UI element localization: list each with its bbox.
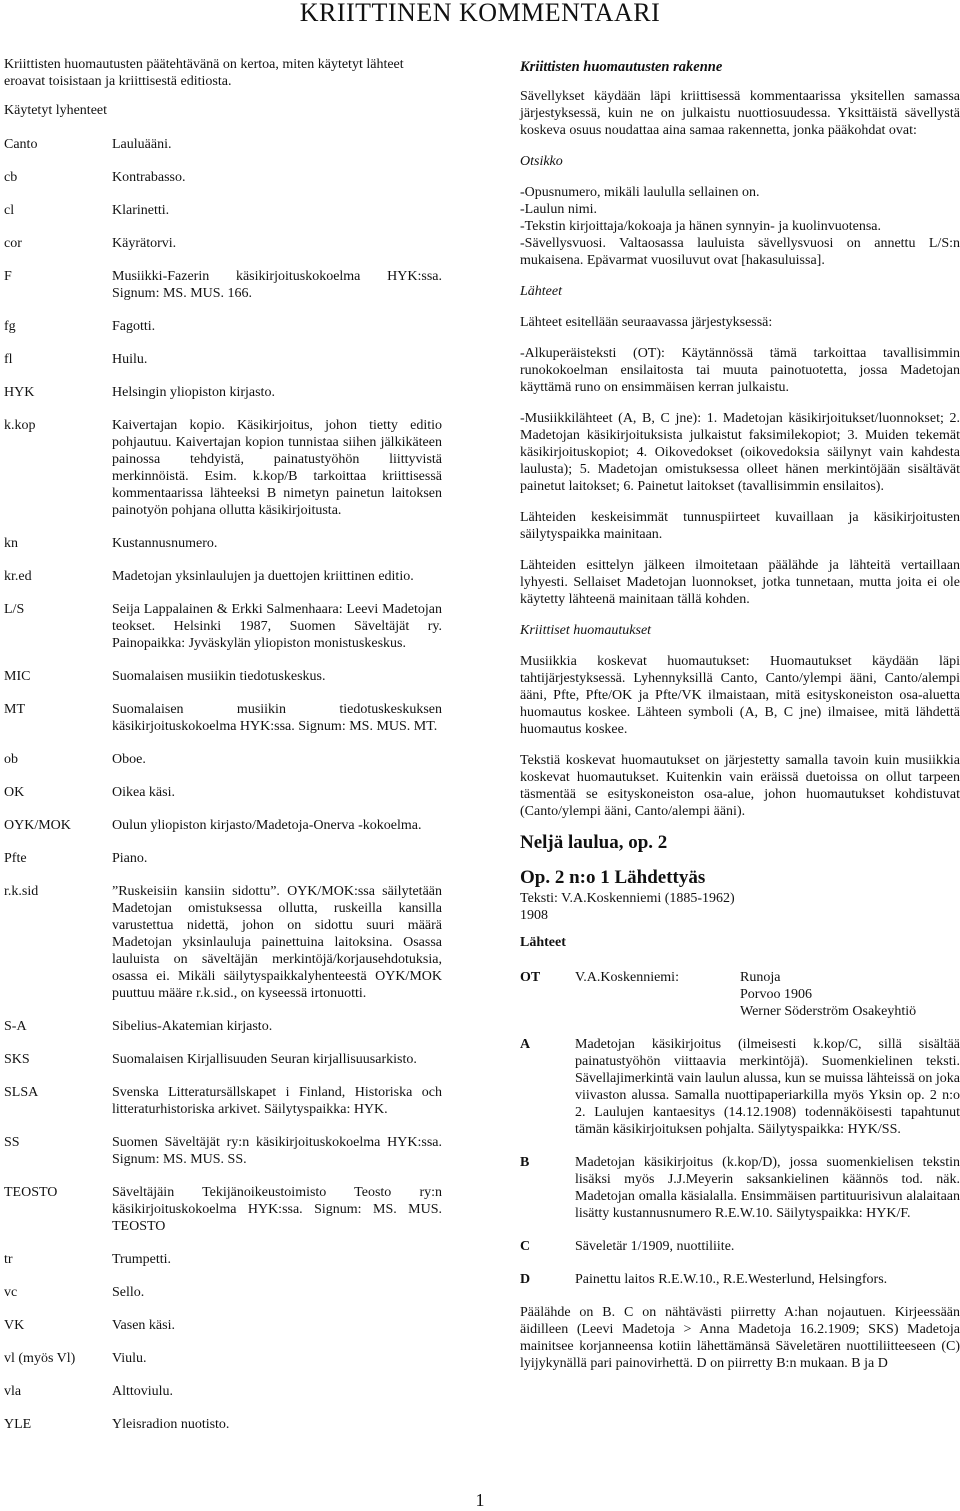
lahteet-paragraph: -Alkuperäisteksti (OT): Käytännössä tämä tarkoittaa tavallisimmin runokokoelman ensilaitosta tai muuta painotuotetta, jossa Madetojan käyttämä runo on ensimmäisen kerran julkaistu. [520,346,960,395]
abbreviation-row [4,850,444,867]
abbreviation-value: Oikea käsi. [112,785,175,800]
abbreviation-row [4,1184,444,1235]
abbreviation-value: Seija Lappalainen & Erkki Salmenhaara: Leevi Madetojan teokset. Helsinki 1987, Suomen Säveltäjät ry. Painopaikka: Jyväskylän yliopiston monistuskeskus. [112,602,442,651]
abbreviation-value: Suomalaisen Kirjallisuuden Seuran kirjallisuusarkisto. [112,1052,417,1067]
lahteet-paragraph: -Musiikkilähteet (A, B, C jne): 1. Madetojan käsikirjoitukset/luonnokset; 2. Madetojan käsikirjoituksista julkaistut faksimilekopiot; 3. Muiden tekemät käsikirjoituskopiot; 4. Oikovedokset (oikovedoksia säilynyt vain kahdesta laulusta); 5. Madetojan omistuksessa olleet hänen merkintöjään sisältävät painetut laitokset; 6. Painetut laitokset (tavallisimmin ensilaitos). [520,411,960,494]
kriittiset-paragraph: Musiikkia koskevat huomautukset: Huomautukset käydään läpi tahtijärjestyksessä. Lyhennyksillä Canto, Canto/ylempi ääni, Canto/alempi ääni, Pfte, Pfte/OK ja Pfte/VK ilmaistaan, mitä esityskoneiston osa-aluetta huomautus koskee. Lähteen symboli (A, B, C jne) ilmaisee, mitä lähdettä huomautus koskee. [520,654,960,737]
source-code: OT [520,970,541,985]
source-code: C [520,1239,531,1254]
abbreviation-key: F [4,269,12,284]
left-column [4,56,444,1449]
abbreviation-row [4,136,444,153]
song-year: 1908 [520,908,548,923]
ot-line: Runoja [740,970,781,985]
abbreviation-key: SKS [4,1052,30,1067]
structure-text: Sävellykset käydään läpi kriittisessä kommentaarissa yksitellen samassa järjestyksessä, kuin ne on julkaistu nuottiosuudessa. Yksittäistä sävellystä koskeva osuus noudattaa aina samaa rakennetta, jonka pääkohdat ovat: [520,89,960,138]
ot-line: Porvoo 1906 [740,987,812,1002]
abbreviation-row [4,701,444,735]
kriittiset-heading: Kriittiset huomautukset [520,623,652,638]
lahteet-paragraph: Lähteiden keskeisimmät tunnuspiirteet kuvaillaan ja käsikirjoitusten säilytyspaikka mainitaan. [520,510,960,542]
abbreviation-value: Madetojan yksinlaulujen ja duettojen kriittinen editio. [112,569,414,584]
abbreviation-key: SS [4,1135,20,1150]
source-code: A [520,1037,531,1052]
abbreviation-key: HYK [4,385,35,400]
lahteet-heading: Lähteet [520,284,562,299]
abbreviation-row [4,1134,444,1168]
intro-text: Kriittisten huomautusten päätehtävänä on kertoa, miten käytetyt lähteet eroavat toisistaan ja kriittisestä editiosta. [4,57,404,89]
abbreviation-key: S-A [4,1019,27,1034]
source-text: Madetojan käsikirjoitus (ilmeisesti k.kop/C, sillä sisältää painatustyöhön viittaavia merkintöjä). Suomenkielinen teksti. Sävellajimerkintä vain laulun alussa, kun se muissa lähteissä on joka viivaston alussa. Samalla nuottipaperiarkilla myös Yksin op. 2 n:o 2. Laulujen kantaesitys (14.12.1908) todennäköisesti tapahtunut tämän käsikirjoituksen pohjalta. Säilytyspaikka: HYK/SS. [575,1037,960,1137]
otsikko-item: -Opusnumero, mikäli laululla sellainen on. [520,185,760,200]
abbreviation-value: Viulu. [112,1351,147,1366]
abbreviation-row [4,202,444,219]
abbreviation-value: Oboe. [112,752,146,767]
abbreviation-key: cor [4,236,22,251]
abbreviation-row [4,883,444,1002]
work-title: Neljä laulua, op. 2 [520,832,668,853]
page-title: KRIITTINEN KOMMENTAARI [299,0,661,27]
abbreviation-row [4,235,444,252]
abbreviation-key: r.k.sid [4,884,39,899]
abbreviation-value: Säveltäjäin Tekijänoikeustoimisto Teosto ry:n käsikirjoituskokoelma HYK:ssa. Signum: MS. MUS. TEOSTO [112,1185,442,1234]
abbreviation-row [4,1084,444,1118]
abbreviation-key: fg [4,319,16,334]
abbreviation-row [4,1383,444,1400]
abbreviation-value: Alttoviulu. [112,1384,174,1399]
source-b [520,1154,960,1222]
song-title: Op. 2 n:o 1 Lähdettyäs [520,867,706,888]
abbreviation-row [4,1018,444,1035]
abbreviation-value: Sello. [112,1285,145,1300]
abbreviation-key: TEOSTO [4,1185,58,1200]
page-number: 1 [475,1490,485,1510]
abbreviation-row [4,1251,444,1268]
source-code: B [520,1155,530,1170]
abbreviation-value: Klarinetti. [112,203,170,218]
abbreviation-value: Suomalaisen musiikin tiedotuskeskus. [112,669,326,684]
abbreviation-value: Kaivertajan kopio. Käsikirjoitus, johon tietty editio pohjautuu. Kaivertajan kopion tunnistaa siihen jälkikäteen painossa tehdyistä, painatustyöhön liittyvistä merkinnöistä. Esim. k.kop/B tarkoittaa kriittisessä kommentaarissa lähteeksi B nimetyn painetun laitoksen painotyön pohjana ollutta käsikirjoitusta. [112,418,442,518]
abbreviation-row [4,751,444,768]
lahteet-intro: Lähteet esitellään seuraavassa järjestyksessä: [520,315,773,330]
song-text-author: Teksti: V.A.Koskenniemi (1885-1962) [520,891,735,906]
abbreviation-key: VK [4,1318,25,1333]
abbreviation-key: MT [4,702,25,717]
abbreviation-value: Piano. [112,851,148,866]
abbreviation-key: Canto [4,137,38,152]
abbreviation-row [4,601,444,652]
ot-line: Werner Söderström Osakeyhtiö [740,1004,917,1019]
abbreviation-value: Helsingin yliopiston kirjasto. [112,385,275,400]
abbreviation-row [4,568,444,585]
lahteet-paragraph: Lähteiden esittelyn jälkeen ilmoitetaan päälähde ja lähteitä vertaillaan lyhyesti. Sellaiset Madetojan luonnokset, jotka tunnetaan, mutta joita ei ole käytetty lähteenä mainitaan tällä kohden. [520,558,960,607]
abbreviation-value: Svenska Litteratursällskapet i Finland, Historiska och litteraturhistoriska arkivet. Säilytyspaikka: HYK. [112,1085,442,1117]
source-code: D [520,1272,531,1287]
abbreviation-row [4,1051,444,1068]
sources-heading: Lähteet [520,935,566,950]
abbreviation-value: Fagotti. [112,319,156,334]
source-a [520,1036,960,1138]
abbreviation-row [4,1350,444,1367]
main-source-paragraph: Päälähde on B. C on nähtävästi piirretty A:han nojautuen. Kirjeessään äidilleen (Leevi Madetoja > Anna Madetoja 16.2.1909; SKS) Madetoja mainitsee korjanneensa kotiin lähettämänsä Säveletären nuottiliitteeseen (C) lyijykynällä pari painovirhettä. D on piirretty B:n mukaan. B ja D [520,1305,960,1371]
abbreviation-value: Sibelius-Akatemian kirjasto. [112,1019,273,1034]
abbreviation-key: k.kop [4,418,36,433]
abbreviation-row [4,1317,444,1334]
abbreviation-key: fl [4,352,13,367]
abbreviation-value: Musiikki-Fazerin käsikirjoituskokoelma HYK:ssa. Signum: MS. MUS. 166. [112,269,442,301]
abbreviation-key: L/S [4,602,25,617]
otsikko-item: -Sävellysvuosi. Valtaosassa lauluista sävellysvuosi on annettu L/S:n mukaisena. Epävarmat vuosiluvut ovat [hakasuluissa]. [520,236,960,268]
abbreviation-row [4,318,444,335]
abbreviation-value: Käyrätorvi. [112,236,177,251]
abbreviation-row [4,1416,444,1433]
otsikko-heading: Otsikko [520,154,563,169]
abbreviation-key: YLE [4,1417,32,1432]
abbreviation-key: ob [4,752,18,767]
abbreviation-row [4,535,444,552]
abbreviation-row [4,784,444,801]
abbreviation-key: SLSA [4,1085,39,1100]
abbreviation-row [4,351,444,368]
source-ot [520,969,960,1020]
abbreviation-row [4,384,444,401]
abbreviation-row [4,417,444,519]
abbreviation-key: Pfte [4,851,27,866]
source-text: Säveletär 1/1909, nuottiliite. [575,1239,735,1254]
abbreviation-key: OK [4,785,25,800]
abbreviation-key: OYK/MOK [4,818,71,833]
abbreviation-key: cl [4,203,15,218]
abbreviation-row [4,817,444,834]
abbreviation-value: Suomalaisen musiikin tiedotuskeskuksen käsikirjoituskokoelma HYK:ssa. Signum: MS. MUS. MT. [112,702,442,734]
kriittiset-paragraph: Tekstiä koskevat huomautukset on järjestetty samalla tavoin kuin musiikkia koskevat huomautukset. Kuitenkin vain eräissä duetoissa on ollut tarpeen täsmentää se esityskoneiston osa-alue, johon huomautukset kohdistuvat (Canto/ylempi ääni, Canto/alempi ääni). [520,753,960,819]
source-text: Painettu laitos R.E.W.10., R.E.Westerlund, Helsingfors. [575,1272,888,1287]
source-d [520,1271,960,1288]
abbreviation-row [4,169,444,186]
abbreviation-value: Oulun yliopiston kirjasto/Madetoja-Onerva -kokoelma. [112,818,422,833]
abbreviation-value: Huilu. [112,352,148,367]
right-column [520,56,960,1386]
abbreviation-row [4,668,444,685]
abbreviation-value: Kustannusnumero. [112,536,218,551]
structure-heading: Kriittisten huomautusten rakenne [520,59,723,75]
abbreviation-key: vla [4,1384,22,1399]
abbreviation-key: MIC [4,669,31,684]
abbreviation-value: Lauluääni. [112,137,172,152]
otsikko-list [520,184,960,269]
abbreviation-row [4,268,444,302]
abbreviation-key: tr [4,1252,13,1267]
abbreviation-value: Trumpetti. [112,1252,171,1267]
otsikko-item: -Laulun nimi. [520,202,597,217]
abbreviation-key: cb [4,170,18,185]
source-text: Madetojan käsikirjoitus (k.kop/D), jossa suomenkielisen tekstin lisäksi myös J.J.Meyerin saksankielinen käännös tod. näk. Madetojan omalla käsialalla. Ensimmäisen partituurisivun alalaitaan lisätty kustannusnumero R.E.W.10. Säilytyspaikka: HYK/F. [575,1155,960,1221]
abbreviation-value: Kontrabasso. [112,170,186,185]
abbreviation-list [4,136,444,1433]
abbreviation-value: Suomen Säveltäjät ry:n käsikirjoituskokoelma HYK:ssa. Signum: MS. MUS. SS. [112,1135,442,1167]
abbreviations-heading: Käytetyt lyhenteet [4,103,108,118]
abbreviation-row [4,1284,444,1301]
abbreviation-key: vc [4,1285,18,1300]
ot-author: V.A.Koskenniemi: [575,970,679,985]
otsikko-item: -Tekstin kirjoittaja/kokoaja ja hänen synnyin- ja kuolinvuotensa. [520,219,881,234]
abbreviation-value: Yleisradion nuotisto. [112,1417,230,1432]
abbreviation-key: kn [4,536,18,551]
abbreviation-value: ”Ruskeisiin kansiin sidottu”. OYK/MOK:ssa säilytetään Madetojan omistuksessa ollutta, ruskeilla kansilla varustettua nidettä, johon on sidottu suuri määrä Madetojan yksinlauluja painettuina laitoksina. Osassa lauluista on säveltäjän merkintöjä/korjausehdotuksia, osassa ei. Mikäli säilytyspaikkalyhenteestä OYK/MOK puuttuu määre r.k.sid., on kyseessä irtonuotti. [112,884,442,1001]
source-c [520,1238,960,1255]
abbreviation-value: Vasen käsi. [112,1318,175,1333]
abbreviation-key: kr.ed [4,569,32,584]
abbreviation-key: vl (myös Vl) [4,1351,76,1366]
